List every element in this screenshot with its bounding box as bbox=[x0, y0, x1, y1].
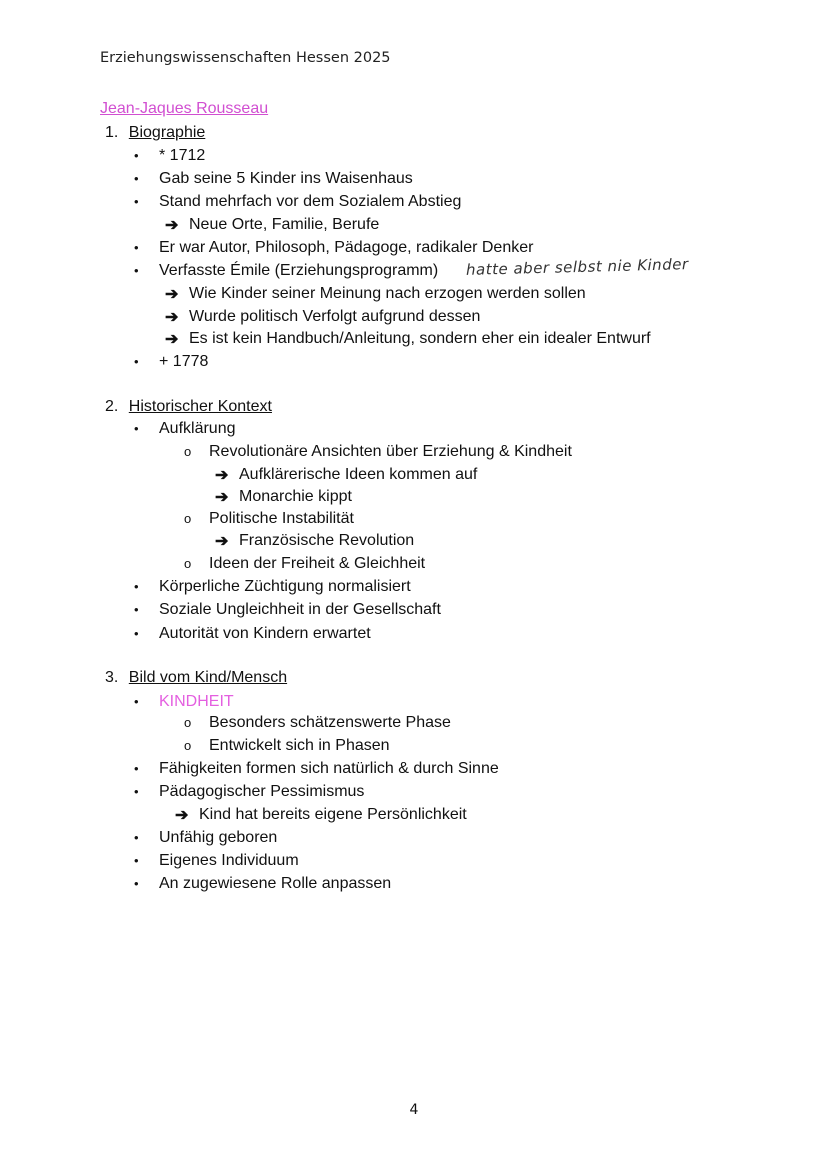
section-number: 3. bbox=[105, 669, 119, 686]
list-item: Aufklärung bbox=[159, 420, 236, 437]
list-item: Pädagogischer Pessimismus bbox=[159, 783, 365, 800]
page-number: 4 bbox=[409, 1102, 419, 1118]
bullet-icon: • bbox=[134, 579, 139, 594]
sub-item: Entwickelt sich in Phasen bbox=[209, 737, 390, 754]
arrow-icon: ➔ bbox=[215, 533, 229, 550]
bullet-icon: • bbox=[134, 602, 139, 617]
section-heading bbox=[105, 397, 272, 416]
bullet-icon: • bbox=[134, 784, 139, 799]
arrow-item: Es ist kein Handbuch/Anleitung, sondern eher ein idealer Entwurf bbox=[189, 330, 651, 347]
bullet-icon: • bbox=[134, 171, 139, 186]
section-number: 2. bbox=[105, 398, 119, 415]
list-item: + 1778 bbox=[159, 353, 209, 370]
sub-item: Revolutionäre Ansichten über Erziehung & Kindheit bbox=[209, 443, 572, 460]
arrow-item: Neue Orte, Familie, Berufe bbox=[189, 216, 380, 233]
circle-bullet-icon: o bbox=[184, 444, 192, 459]
arrow-item: Aufklärerische Ideen kommen auf bbox=[239, 466, 478, 483]
section-heading bbox=[105, 123, 205, 142]
list-item: Verfasste Émile (Erziehungsprogramm) bbox=[159, 262, 439, 279]
arrow-item: Wurde politisch Verfolgt aufgrund dessen bbox=[189, 308, 481, 325]
bullet-icon: • bbox=[134, 694, 139, 709]
bullet-icon: • bbox=[134, 626, 139, 641]
document-title: Jean-Jaques Rousseau bbox=[100, 100, 269, 117]
arrow-item: Monarchie kippt bbox=[239, 488, 352, 505]
arrow-icon: ➔ bbox=[165, 217, 179, 234]
section-title: Biographie bbox=[128, 124, 206, 141]
circle-bullet-icon: o bbox=[184, 556, 192, 571]
arrow-icon: ➔ bbox=[175, 807, 189, 824]
circle-bullet-icon: o bbox=[184, 715, 192, 730]
arrow-icon: ➔ bbox=[165, 286, 179, 303]
list-item: Er war Autor, Philosoph, Pädagoge, radikaler Denker bbox=[159, 239, 534, 256]
list-item: Soziale Ungleichheit in der Gesellschaft bbox=[159, 601, 441, 618]
section-heading bbox=[105, 668, 287, 687]
list-item: KINDHEIT bbox=[159, 693, 234, 710]
bullet-icon: • bbox=[134, 853, 139, 868]
list-item: Gab seine 5 Kinder ins Waisenhaus bbox=[159, 170, 413, 187]
arrow-item: Französische Revolution bbox=[239, 532, 415, 549]
list-item: Autorität von Kindern erwartet bbox=[159, 625, 371, 642]
arrow-item: Wie Kinder seiner Meinung nach erzogen werden sollen bbox=[189, 285, 586, 302]
arrow-item: Kind hat bereits eigene Persönlichkeit bbox=[199, 806, 467, 823]
bullet-icon: • bbox=[134, 354, 139, 369]
circle-bullet-icon: o bbox=[184, 738, 192, 753]
arrow-icon: ➔ bbox=[215, 489, 229, 506]
list-item: An zugewiesene Rolle anpassen bbox=[159, 875, 392, 892]
bullet-icon: • bbox=[134, 194, 139, 209]
bullet-icon: • bbox=[134, 830, 139, 845]
sub-item: Politische Instabilität bbox=[209, 510, 354, 527]
list-item: Fähigkeiten formen sich natürlich & durch Sinne bbox=[159, 760, 499, 777]
list-item: Unfähig geboren bbox=[159, 829, 278, 846]
arrow-icon: ➔ bbox=[165, 309, 179, 326]
list-item: Stand mehrfach vor dem Sozialem Abstieg bbox=[159, 193, 462, 210]
page-header: Erziehungswissenschaften Hessen 2025 bbox=[100, 50, 391, 66]
bullet-icon: • bbox=[134, 421, 139, 436]
bullet-icon: • bbox=[134, 148, 139, 163]
section-title: Bild vom Kind/Mensch bbox=[128, 669, 288, 686]
list-item: Körperliche Züchtigung normalisiert bbox=[159, 578, 411, 595]
sub-item: Ideen der Freiheit & Gleichheit bbox=[209, 555, 426, 572]
arrow-icon: ➔ bbox=[165, 331, 179, 348]
list-item: * 1712 bbox=[159, 147, 206, 164]
section-number: 1. bbox=[105, 124, 119, 141]
bullet-icon: • bbox=[134, 761, 139, 776]
section-title: Historischer Kontext bbox=[128, 398, 272, 415]
handwritten-note: hatte aber selbst nie Kinder bbox=[465, 255, 689, 279]
sub-item: Besonders schätzenswerte Phase bbox=[209, 714, 451, 731]
bullet-icon: • bbox=[134, 240, 139, 255]
arrow-icon: ➔ bbox=[215, 467, 229, 484]
bullet-icon: • bbox=[134, 876, 139, 891]
list-item: Eigenes Individuum bbox=[159, 852, 299, 869]
bullet-icon: • bbox=[134, 263, 139, 278]
circle-bullet-icon: o bbox=[184, 511, 192, 526]
